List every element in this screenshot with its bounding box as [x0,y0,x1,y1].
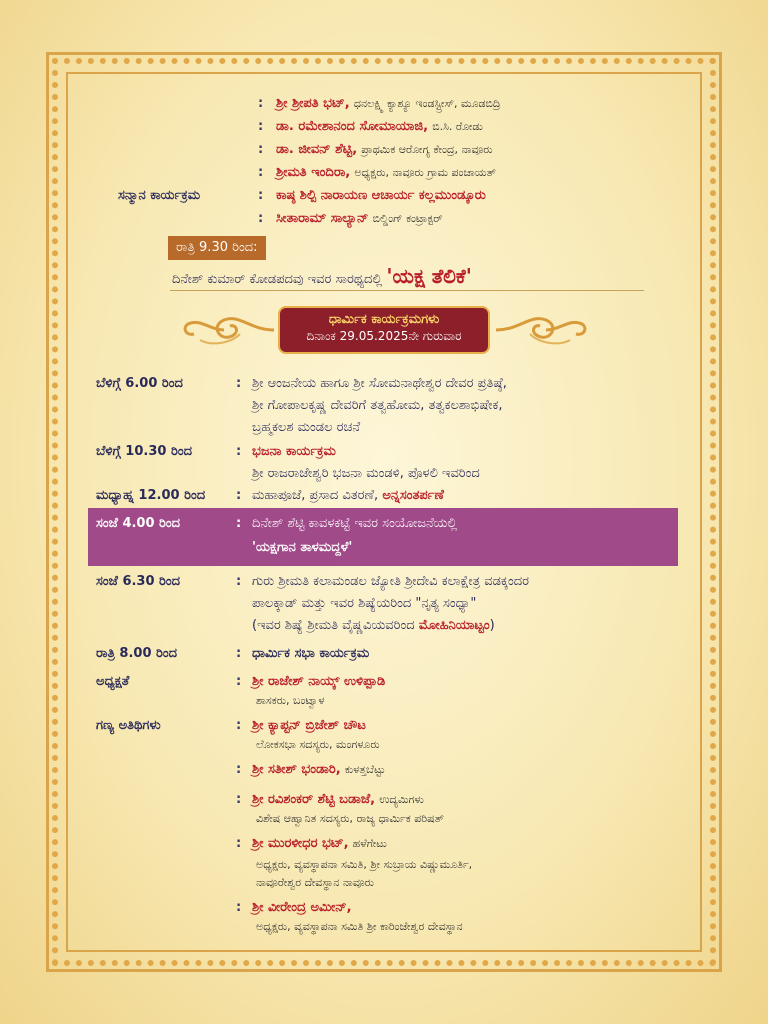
president-name: ಶ್ರೀ ರಾಜೇಶ್ ನಾಯ್ಕ್ ಉಳಿಪ್ಪಾಡಿ [252,674,386,689]
schedule-line: ಪಾಲಕ್ಕಾಡ್ ಮತ್ತು ಇವರ ಶಿಷ್ಯೆಯರಿಂದ "ನೃತ್ಯ ಸಂಧ್ಯಾ" [252,596,477,611]
guests-label: ಗಣ್ಯ ಅತಿಥಿಗಳು [96,718,161,733]
divider [170,290,644,291]
guest-detail: ನಾವೂರೇಶ್ವರ ದೇವಸ್ಥಾನ ನಾವೂರು [256,876,374,889]
honor-item: ಸೀತಾರಾಮ್ ಸಾಲ್ಯಾನ್ ಬಿಲ್ಡಿಂಗ್ ಕಂಟ್ರಾಕ್ಟರ್ [276,211,443,226]
honor-item: ಶ್ರೀ ಶ್ರೀಪತಿ ಭಟ್, ಧನಲಕ್ಷ್ಮಿ ಕ್ಯಾಶ್ಯೂ ಇಂಡಸ್ಟ್ರೀಸ್, ಮೂಡಬಿದ್ರಿ [276,96,501,111]
schedule-line: ಮಹಾಪೂಜೆ, ಪ್ರಸಾದ ವಿತರಣೆ, ಅನ್ನಸಂತರ್ಪಣೆ [252,488,444,503]
colon: : [236,516,242,531]
night-show-line: ದಿನೇಶ್ ಕುಮಾರ್ ಕೋಡಪದವು ಇವರ ಸಾರಥ್ಯದಲ್ಲಿ 'ಯಕ್ಷ ತೆಲಿಕೆ' [172,264,472,288]
schedule-line: 'ಯಕ್ಷಗಾನ ತಾಳಮದ್ದಳೆ' [252,540,353,555]
colon: : [236,718,242,733]
guest-detail: ಅಧ್ಯಕ್ಷರು, ವ್ಯವಸ್ಥಾಪನಾ ಸಮಿತಿ ಶ್ರೀ ಕಾರಿಂಜೇಶ್ವರ ದೇವಸ್ಥಾನ [256,920,463,933]
colon: : [236,674,242,689]
schedule-line: ಶ್ರೀ ಆಂಜನೇಯ ಹಾಗೂ ಶ್ರೀ ಸೋಮನಾಥೇಶ್ವರ ದೇವರ ಪ್ರತಿಷ್ಠೆ, [252,376,507,391]
schedule-time: ಬೆಳಿಗ್ಗೆ 10.30 ರಿಂದ [96,444,192,459]
schedule-time: ರಾತ್ರಿ 8.00 ರಿಂದ [96,646,178,661]
schedule-time: ಮಧ್ಯಾಹ್ನ 12.00 ರಿಂದ [96,488,206,503]
colon: : [258,165,264,180]
guest-detail: ವಿಶೇಷ ಆಹ್ವಾನಿತ ಸದಸ್ಯರು, ರಾಜ್ಯ ಧಾರ್ಮಿಕ ಪರಿಷತ್ [256,812,444,825]
schedule-time: ಸಂಜೆ 6.30 ರಿಂದ [96,574,181,589]
president-detail: ಶಾಸಕರು, ಬಂಟ್ವಾಳ [256,694,325,707]
colon: : [258,188,264,203]
president-label: ಅಧ್ಯಕ್ಷತೆ [96,674,130,689]
guest-detail: ಲೋಕಸಭಾ ಸದಸ್ಯರು, ಮಂಗಳೂರು [256,738,380,751]
guest-name: ಶ್ರೀ ಕ್ಯಾಪ್ಟನ್ ಬ್ರಿಜೇಶ್ ಚೌಟ [252,718,366,733]
colon: : [258,211,264,226]
colon: : [236,792,242,807]
colon: : [236,574,242,589]
colon: : [236,762,242,777]
schedule-line: ಭಜನಾ ಕಾರ್ಯಕ್ರಮ [252,444,336,459]
honor-item: ಕಾಷ್ಠ ಶಿಲ್ಪಿ ನಾರಾಯಣ ಆಚಾರ್ಯ ಕಲ್ಲಮುಂಡ್ಕೂರು [276,188,486,203]
schedule-time: ಬೆಳಿಗ್ಗೆ 6.00 ರಿಂದ [96,376,183,391]
colon: : [258,96,264,111]
honor-item: ಡಾ. ರಮೇಶಾನಂದ ಸೋಮಾಯಾಜಿ, ಬಿ.ಸಿ. ರೋಡು [276,119,483,134]
guest-name: ಶ್ರೀ ವೀರೇಂದ್ರ ಅಮೀನ್, [252,900,352,915]
honor-label: ಸನ್ಮಾನ ಕಾರ್ಯಕ್ರಮ [118,188,201,203]
schedule-line: ಶ್ರೀ ಗೋಪಾಲಕೃಷ್ಣ ದೇವರಿಗೆ ತತ್ವಹೋಮ, ತತ್ವಕಲಶಾಭಿಷೇಕ, [252,398,503,413]
banner-title: ಧಾರ್ಮಿಕ ಕಾರ್ಯಕ್ರಮಗಳು [328,312,440,327]
left-ornament-icon [180,310,276,350]
religious-programs-banner [278,306,490,354]
colon: : [258,119,264,134]
right-ornament-icon [494,310,590,350]
guest-entry: ಶ್ರೀ ಮುರಳೀಧರ ಭಟ್, ಹಳೆಗೇಟು [252,836,387,851]
schedule-line: (ಇವರ ಶಿಷ್ಯೆ ಶ್ರೀಮತಿ ವೈಷ್ಣವಿಯವರಿಂದ ಮೋಹಿನಿಯಾಟ್ಟಂ) [252,618,495,633]
colon: : [258,142,264,157]
banner-date: ದಿನಾಂಕ 29.05.2025ನೇ ಗುರುವಾರ [306,329,462,343]
colon: : [236,488,242,503]
schedule-line: ದಿನೇಶ್ ಶೆಟ್ಟಿ ಕಾವಳಕಟ್ಟೆ ಇವರ ಸಂಯೋಜನೆಯಲ್ಲಿ [252,516,458,531]
night-time-badge: ರಾತ್ರಿ 9.30 ರಿಂದ: [168,236,266,260]
honor-item: ಡಾ. ಜೀವನ್ ಶೆಟ್ಟಿ, ಪ್ರಾಥಮಿಕ ಆರೋಗ್ಯ ಕೇಂದ್ರ, ನಾವೂರು [276,142,493,157]
schedule-line: ಗುರು ಶ್ರೀಮತಿ ಕಲಾಮಂಡಲ ಜ್ಯೋತಿ ಶ್ರೀದೇವಿ ಕಲಾಕ್ಷೇತ್ರ ವಡಕ್ಕಂದರ [252,574,529,589]
colon: : [236,646,242,661]
guest-entry: ಶ್ರೀ ಸತೀಶ್ ಭಂಡಾರಿ, ಕುಳತ್ತಬೆಟ್ಟು [252,762,386,777]
guest-entry: ಶ್ರೀ ರವಿಶಂಕರ್ ಶೆಟ್ಟಿ ಬಡಾಜೆ, ಉದ್ಯಮಿಗಳು [252,792,424,807]
colon: : [236,900,242,915]
colon: : [236,376,242,391]
schedule-line: ಬ್ರಹ್ಮಕಲಶ ಮಂಡಲ ರಚನೆ [252,420,361,435]
colon: : [236,444,242,459]
schedule-line: ಧಾರ್ಮಿಕ ಸಭಾ ಕಾರ್ಯಕ್ರಮ [252,646,370,661]
honor-item: ಶ್ರೀಮತಿ ಇಂದಿರಾ, ಅಧ್ಯಕ್ಷರು, ನಾವೂರು ಗ್ರಾಮ ಪಂಚಾಯತ್ [276,165,496,180]
colon: : [236,836,242,851]
guest-detail: ಅಧ್ಯಕ್ಷರು, ವ್ಯವಸ್ಥಾಪನಾ ಸಮಿತಿ, ಶ್ರೀ ಸುಬ್ರಾಯ ವಿಷ್ಣುಮೂರ್ತಿ, [256,858,473,871]
schedule-time: ಸಂಜೆ 4.00 ರಿಂದ [96,516,181,531]
schedule-line: ಶ್ರೀ ರಾಜರಾಜೇಶ್ವರಿ ಭಜನಾ ಮಂಡಳಿ, ಪೊಳಲಿ ಇವರಿಂದ [252,466,480,481]
